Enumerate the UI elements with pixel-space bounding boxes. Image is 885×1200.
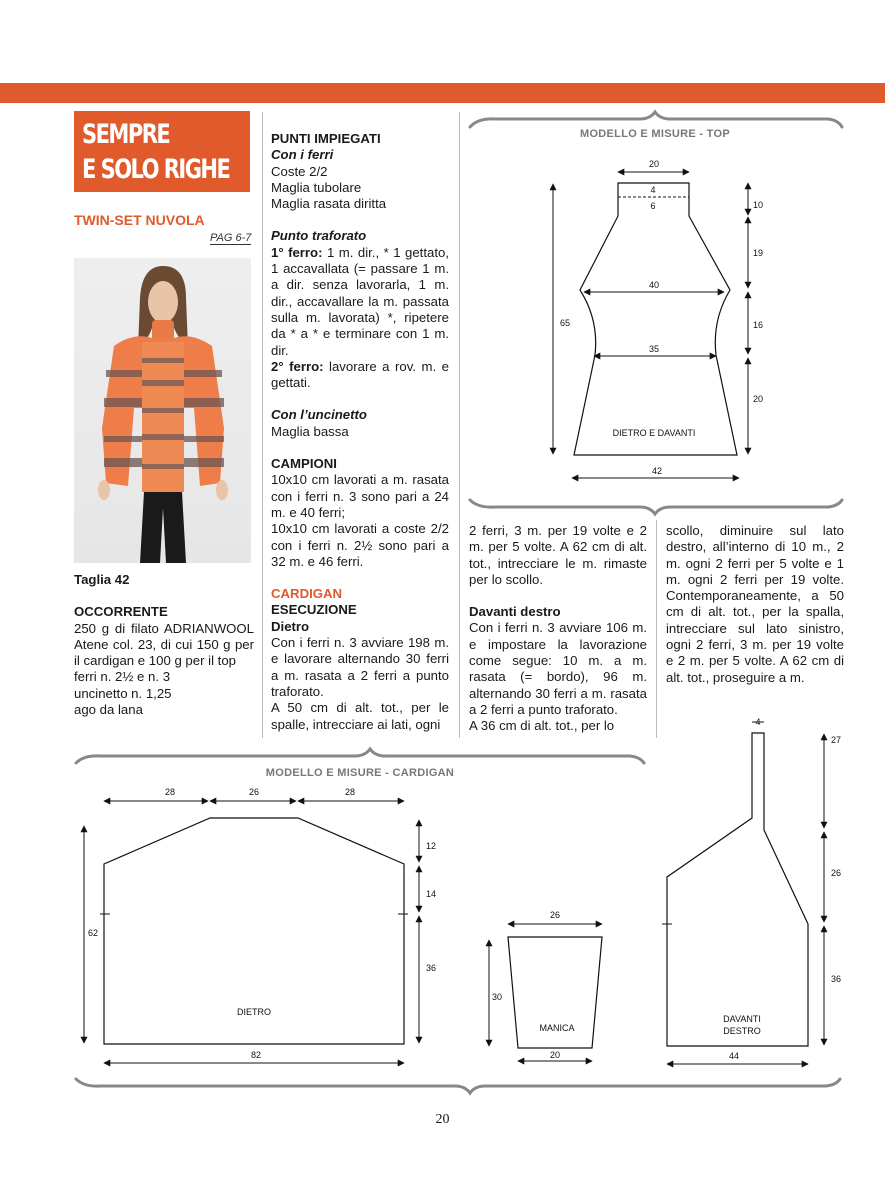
title-line-2: E SOLO RIGHE <box>82 154 230 185</box>
dim-front-h3: 36 <box>830 974 842 984</box>
dim-h3: 16 <box>752 320 764 330</box>
right-front-text: Con i ferri n. 3 avviare 106 m. e impostare la lavorazione come segue: 10 m. a m. rasata (= bordo), 96 m. alternando 30 ferri a m. rasata a 2 ferri a punto traforato. <box>469 620 647 717</box>
dim-hem: 42 <box>651 466 663 476</box>
size-label: Taglia 42 <box>74 572 130 587</box>
lace-heading: Punto traforato <box>271 228 367 244</box>
dim-back-h1: 12 <box>425 841 437 851</box>
dim-sleeve-height: 30 <box>491 992 503 1002</box>
back-piece-label: DIETRO <box>236 1007 272 1017</box>
dim-h2: 19 <box>752 248 764 258</box>
title-line-1: SEMPRE <box>82 119 170 150</box>
dim-total-height: 65 <box>559 318 571 328</box>
dim-bust: 40 <box>648 280 660 290</box>
dim-collar-b: 6 <box>650 201 656 211</box>
dim-collar-a: 4 <box>650 185 656 195</box>
top-piece-label: DIETRO E DAVANTI <box>612 428 696 438</box>
back-continued-text: 2 ferri, 3 m. per 19 volte e 2 m. per 5 volte. A 62 cm di alt. tot., intrecciare le m. rimaste per lo scollo. <box>469 523 647 587</box>
materials-text: 250 g di filato ADRIANWOOL Atene col. 23, di cui 150 g per il cardigan e 100 g per il top <box>74 620 254 669</box>
dim-top-right: 28 <box>344 787 356 797</box>
dim-front-band: 4 <box>755 717 761 727</box>
stitch-1: Coste 2/2 <box>271 163 328 179</box>
back-text-2: A 50 cm di alt. tot., per le spalle, intrecciare ai lati, ogni <box>271 700 449 732</box>
dim-back-h2: 14 <box>425 889 437 899</box>
with-needles-heading: Con i ferri <box>271 147 334 163</box>
right-front-pattern-shape <box>667 733 808 1046</box>
cardigan-dimension-arrows <box>84 734 824 1064</box>
page-reference: PAG 6-7 <box>210 232 252 244</box>
page-number: 20 <box>435 1112 450 1127</box>
project-subtitle: TWIN-SET NUVOLA <box>74 212 205 228</box>
with-hook-heading: Con l’uncinetto <box>271 407 367 423</box>
right-front-text-2: A 36 cm di alt. tot., per lo <box>469 718 615 734</box>
dim-front-h2: 26 <box>830 868 842 878</box>
top-diagram-label: MODELLO E MISURE - TOP <box>579 128 731 140</box>
execution-heading: ESECUZIONE <box>271 602 357 618</box>
neckline-text: scollo, diminuire sul lato destro, all’interno di 10 m., 2 m. ogni 2 ferri per 5 volte e 1 m. ogni 2 ferri per 19 volte. Contemporaneamente, a 50 cm di alt. tot., per la spalla, intrecciare sul lato sinistro, ogni 2 ferri, 3 m. per 19 volte e 2 m. per 5 volte. A 62 cm di alt. tot., proseguire a m. <box>666 523 844 685</box>
back-text-1: Con i ferri n. 3 avviare 198 m. e lavorare alternando 30 ferri a m. rasata a 2 ferri a punto traforato. <box>271 635 449 699</box>
stitch-2: Maglia tubolare <box>271 179 362 195</box>
hook-stitch: Maglia bassa <box>271 423 349 439</box>
row-2-text: lavorare a rov. m. e gettati. <box>271 358 449 391</box>
row-1-text: 1 m. dir., * 1 gettato, 1 accavallata (= passare 1 m. a dir. senza lavorarla, 1 m. dir., accavallare la m. passata sulla m. lavorata) *, ripetere da * a * e terminare con 1 m. dir. <box>271 244 449 358</box>
yarn-needle-text: ago da lana <box>74 702 143 718</box>
dim-top-mid: 26 <box>248 787 260 797</box>
materials-heading: OCCORRENTE <box>74 604 168 620</box>
hook-text: uncinetto n. 1,25 <box>74 685 172 701</box>
right-front-heading: Davanti destro <box>469 604 561 620</box>
dim-h4: 20 <box>752 394 764 404</box>
swatch-1: 10x10 cm lavorati a m. rasata con i ferri n. 3 sono pari a 24 m. e 40 ferri; <box>271 472 449 520</box>
dim-front-h1: 27 <box>830 735 842 745</box>
needles-text: ferri n. 2½ e n. 3 <box>74 669 171 685</box>
swatch-heading: CAMPIONI <box>271 456 337 472</box>
dim-top-left: 28 <box>164 787 176 797</box>
dim-front-width: 44 <box>728 1051 740 1061</box>
row-1-label: 1° ferro: <box>271 244 323 260</box>
stitches-heading: PUNTI IMPIEGATI <box>271 131 381 146</box>
swatch-2: 10x10 cm lavorati a coste 2/2 con i ferri n. 2½ sono pari a 32 m. e 46 ferri. <box>271 521 449 569</box>
row-2-label: 2° ferro: <box>271 358 324 374</box>
front-piece-label-1: DAVANTI <box>723 1014 761 1024</box>
sleeve-piece-label: MANICA <box>539 1023 575 1033</box>
back-heading: Dietro <box>271 618 310 634</box>
dim-waist: 35 <box>648 344 660 354</box>
stitch-3: Maglia rasata diritta <box>271 196 387 212</box>
dim-back-width: 82 <box>250 1050 262 1060</box>
front-piece-label-2: DESTRO <box>723 1026 761 1036</box>
dim-sleeve-top: 26 <box>549 910 561 920</box>
dim-back-height: 62 <box>87 928 99 938</box>
dim-neck-width: 20 <box>648 159 660 169</box>
top-pattern-shape <box>574 183 737 455</box>
dim-back-h3: 36 <box>425 963 437 973</box>
cardigan-diagram-label: MODELLO E MISURE - CARDIGAN <box>265 767 455 779</box>
cardigan-heading: CARDIGAN <box>271 586 343 602</box>
dim-h1: 10 <box>752 200 764 210</box>
dim-sleeve-bottom: 20 <box>549 1050 561 1060</box>
